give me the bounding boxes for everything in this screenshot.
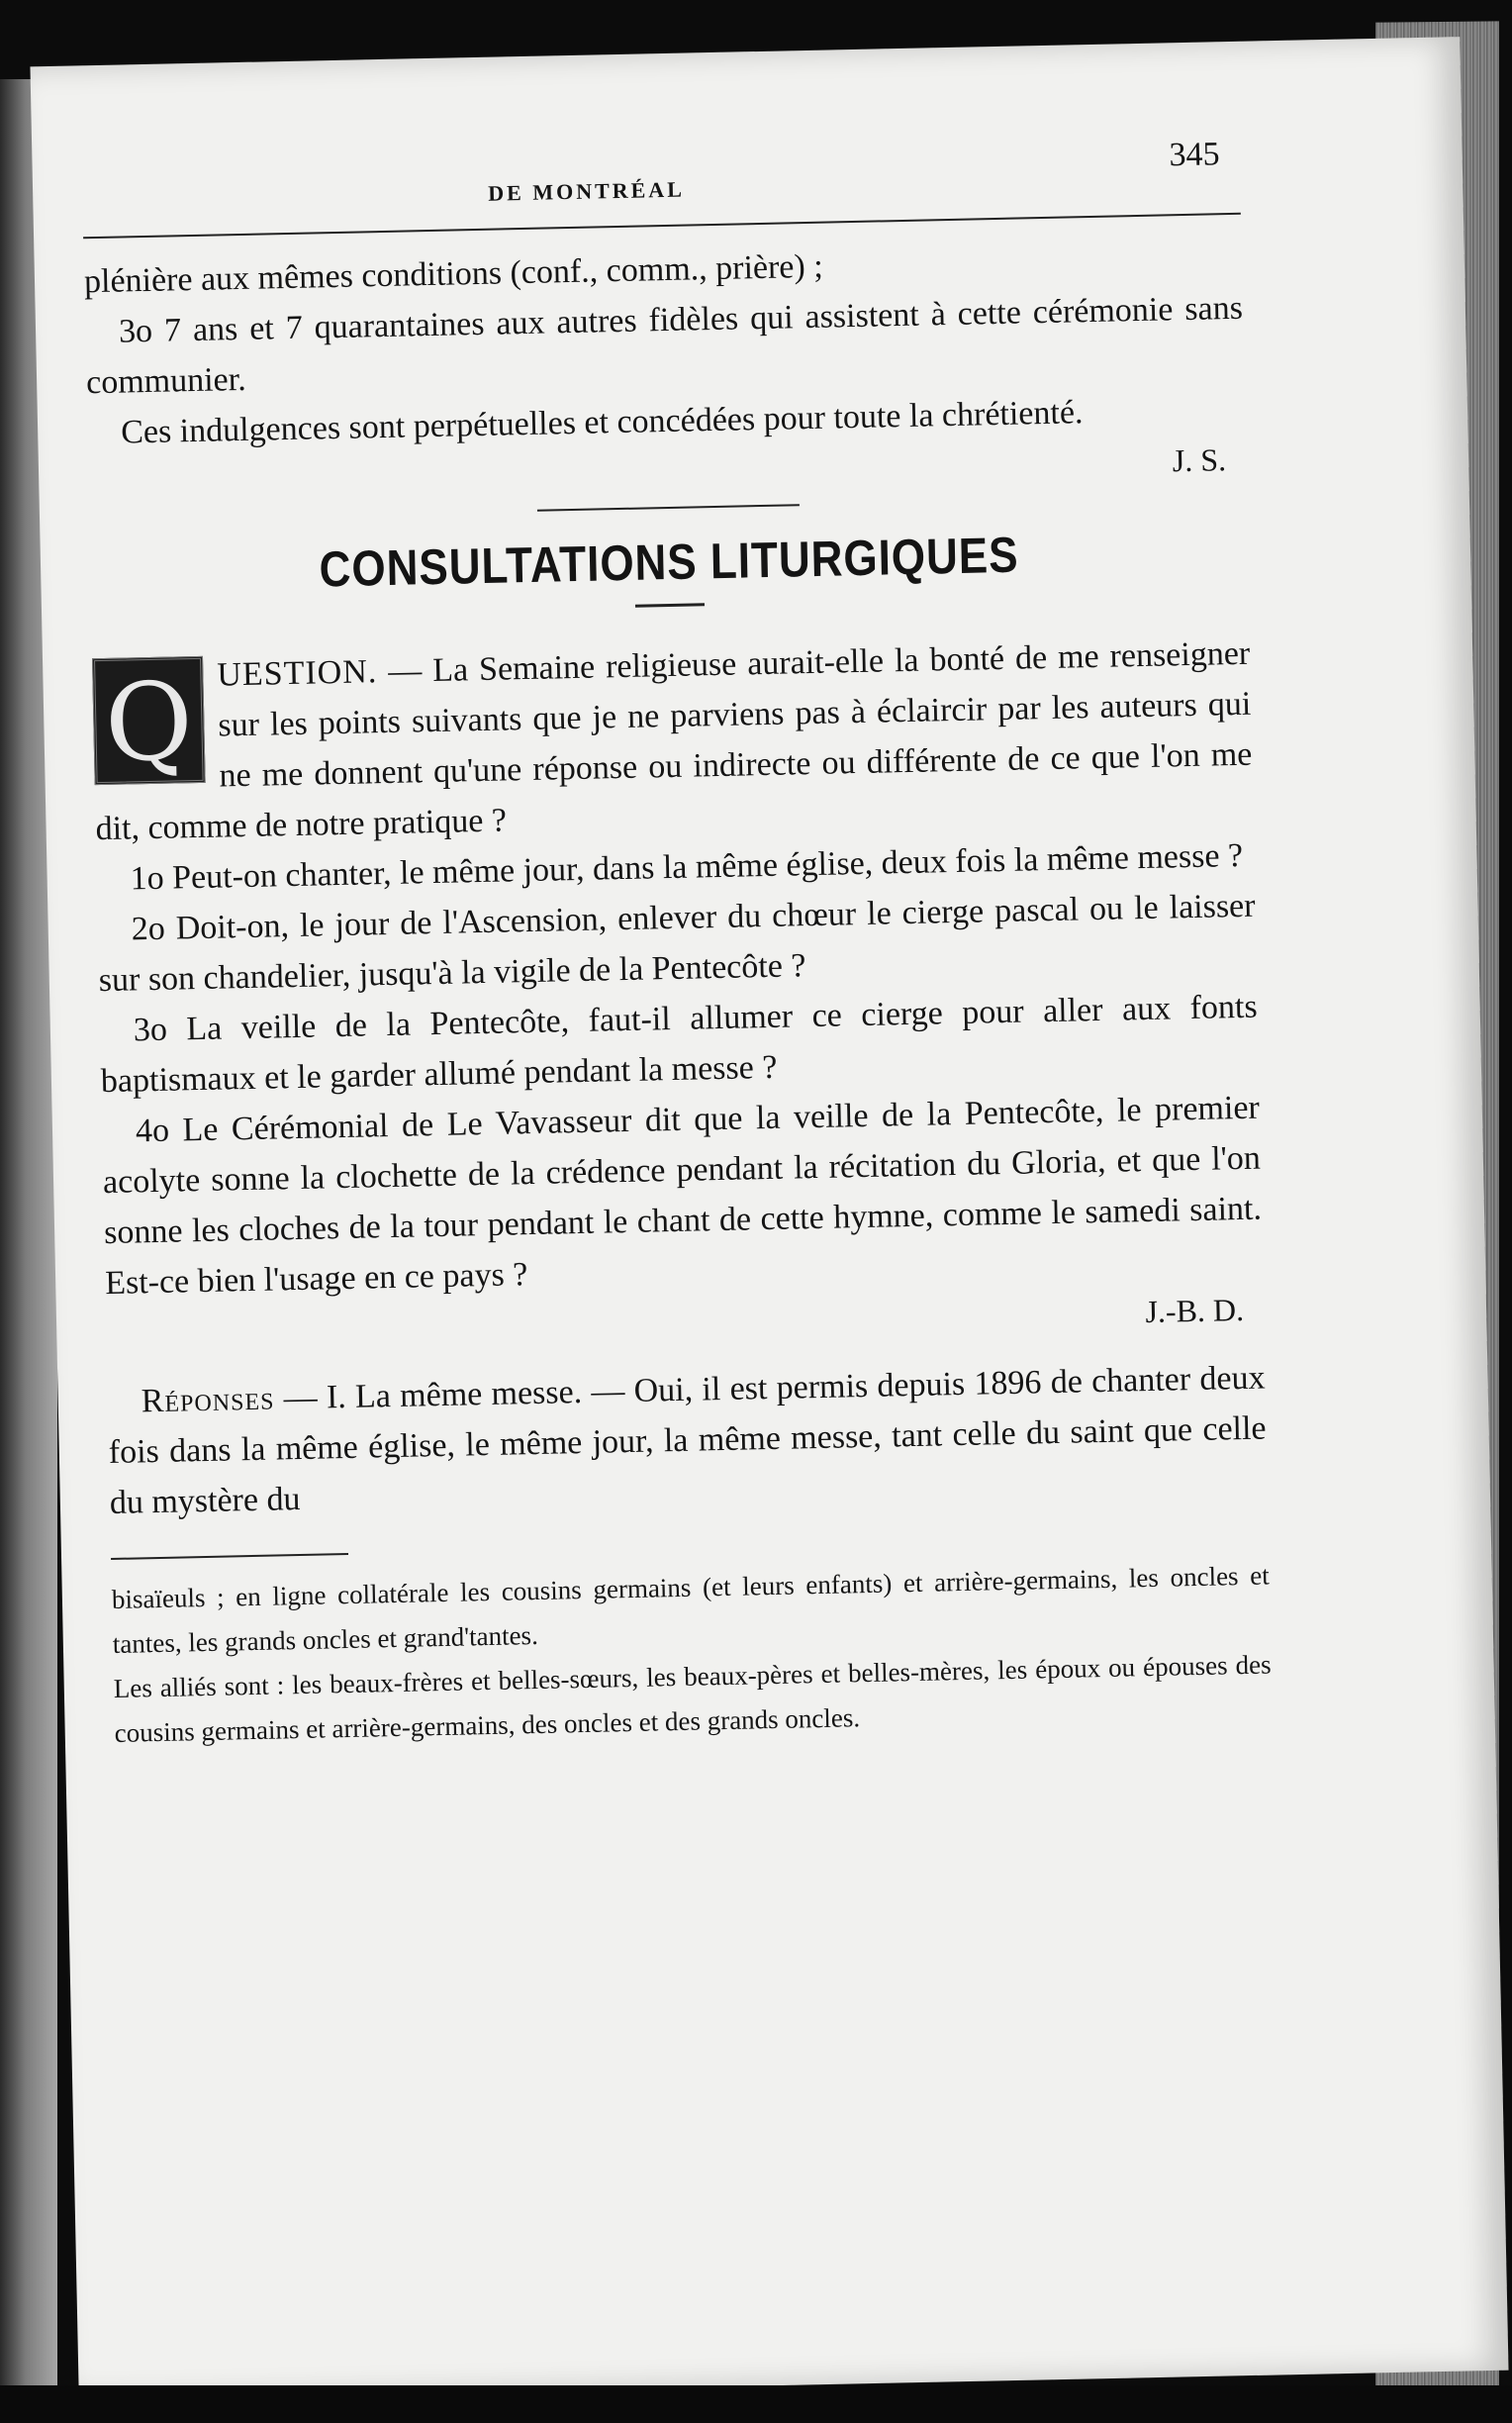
page-number: 345 <box>1169 136 1220 174</box>
running-head <box>81 136 1240 237</box>
answer-text: — I. La même messe. — Oui, il est permis depuis 1896 de chanter deux fois dans la même église, le même jour, la même messe, tant celle du saint que celle du mystère du <box>108 1359 1267 1522</box>
intro-paragraph-3: Ces indulgences sont perpétuelles et concédées pour toute la chrétienté. <box>120 394 1084 451</box>
question-text: — La Semaine religieuse aurait-elle la bonté de me renseigner sur les points suivants que je ne parviens pas à éclaircir par les auteurs qui ne me donnent qu'une réponse ou indirecte ou différente de ce que l'on me dit, comme de notre pratique ? <box>95 634 1253 848</box>
title-underline <box>635 603 705 607</box>
page-content <box>81 136 1273 1756</box>
footnote <box>111 1554 1273 1756</box>
book-bottom-edge <box>0 2385 1512 2423</box>
intro-signature: J. S. <box>1172 441 1227 479</box>
question-item-4: 4o Le Cérémonial de Le Vavasseur dit que la veille de la Pentecôte, le premier acolyte sonne la clochette de la crédence pendant la récitation du Gloria, et que l'on sonne les cloches de la tour pendant le chant de cette hymne, comme le samedi saint. Est-ce bien l'usage en ce pays ? <box>102 1089 1263 1303</box>
running-head-title: DE MONTRÉAL <box>487 176 686 206</box>
section-title: CONSULTATIONS LITURGIQUES <box>319 527 1020 598</box>
question-paragraph <box>92 629 1254 854</box>
question-item-3: 3o La veille de la Pentecôte, faut-il allumer ce cierge pour aller aux fonts baptismaux et le garder allumé pendant la messe ? <box>100 988 1259 1101</box>
footnote-line-1: bisaïeuls ; en ligne collatérale les cousins germains (et leurs enfants) et arrière-germains, les oncles et tantes, les grands oncles et grand'tantes. <box>111 1560 1270 1659</box>
answer-paragraph <box>107 1353 1268 1528</box>
question-lead: UESTION. <box>216 653 378 694</box>
book-page <box>30 37 1508 2400</box>
footnote-rule <box>111 1553 348 1560</box>
ornamental-dropcap: Q <box>92 656 206 785</box>
answer-lead: Réponses <box>141 1380 275 1420</box>
footnote-line-2: Les alliés sont : les beaux-frères et belles-sœurs, les beaux-pères et belles-mères, les époux ou épouses des cousins germains et arrière-germains, des oncles et des grands oncles. <box>113 1649 1272 1748</box>
question-signature: J.-B. D. <box>1145 1291 1245 1330</box>
intro-paragraph-2: 3o 7 ans et 7 quarantaines aux autres fidèles qui assistent à cette cérémonie sans communier. <box>85 289 1244 402</box>
intro-paragraph-1: plénière aux mêmes conditions (conf., comm., prière) ; <box>83 247 824 301</box>
question-item-1: 1o Peut-on chanter, le même jour, dans la même église, deux fois la même messe ? <box>130 836 1244 898</box>
question-item-2: 2o Doit-on, le jour de l'Ascension, enlever du chœur le cierge pascal ou le laisser sur son chandelier, jusqu'à la vigile de la Pentecôte ? <box>98 887 1256 1000</box>
section-separator-rule <box>536 504 799 512</box>
